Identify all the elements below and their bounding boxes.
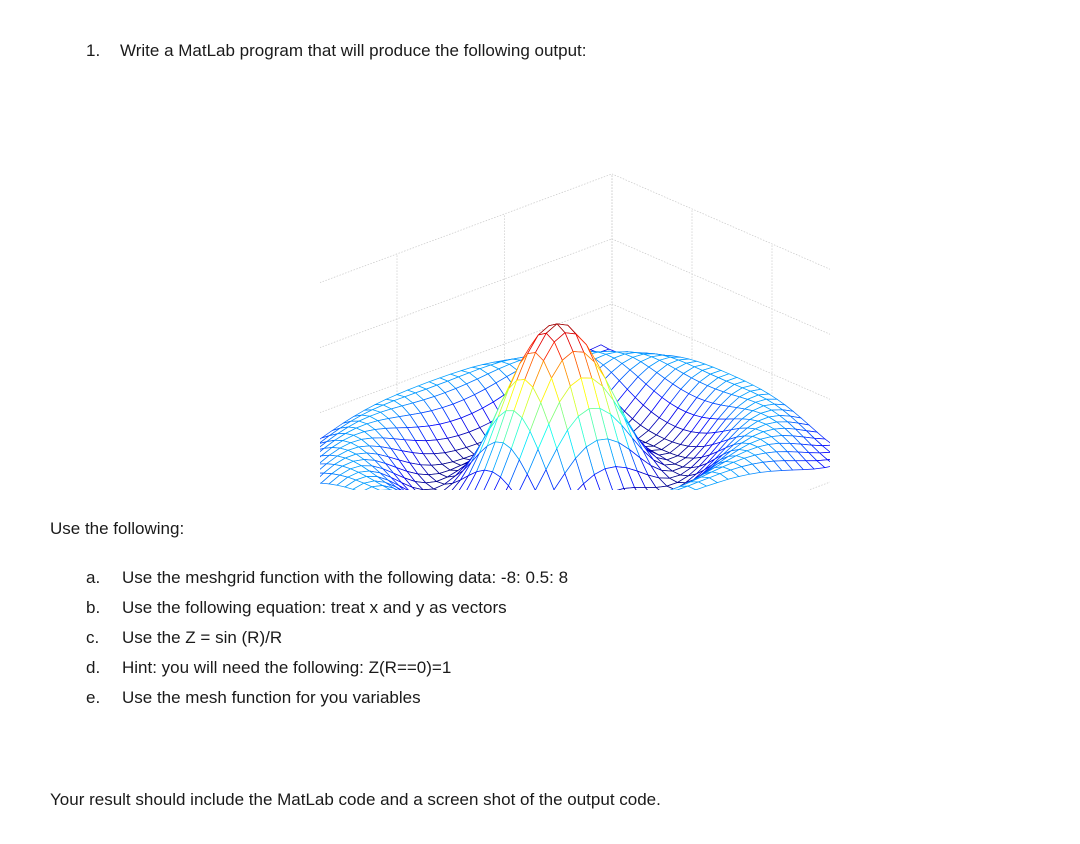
list-item [86, 598, 568, 628]
mesh-plot [320, 150, 830, 490]
item-marker: a. [86, 568, 101, 587]
item-marker: e. [86, 688, 101, 707]
result-note: Your result should include the MatLab code and a screen shot of the output code. [50, 790, 661, 809]
item-text: Use the Z = sin (R)/R [122, 628, 283, 647]
instruction-list [86, 568, 568, 718]
item-text: Use the meshgrid function with the following data: -8: 0.5: 8 [122, 568, 569, 587]
item-text: Use the mesh function for you variables [122, 688, 421, 707]
instructions-intro: Use the following: [50, 519, 185, 538]
list-item [86, 688, 568, 718]
item-text: Hint: you will need the following: Z(R==0)=1 [122, 658, 452, 677]
wall-grid-line [612, 174, 830, 314]
mesh-plot-figure [320, 150, 830, 490]
wall-grid-line [320, 174, 612, 334]
question-text: Write a MatLab program that will produce the following output: [120, 41, 587, 60]
question-line [86, 41, 587, 61]
list-item [86, 658, 568, 688]
item-marker: d. [86, 658, 101, 677]
item-marker: b. [86, 598, 101, 617]
question-number: 1. [86, 41, 101, 60]
item-marker: c. [86, 628, 100, 647]
list-item [86, 628, 568, 658]
list-item [86, 568, 568, 598]
mesh-surface [320, 324, 830, 490]
item-text: Use the following equation: treat x and y as vectors [122, 598, 507, 617]
